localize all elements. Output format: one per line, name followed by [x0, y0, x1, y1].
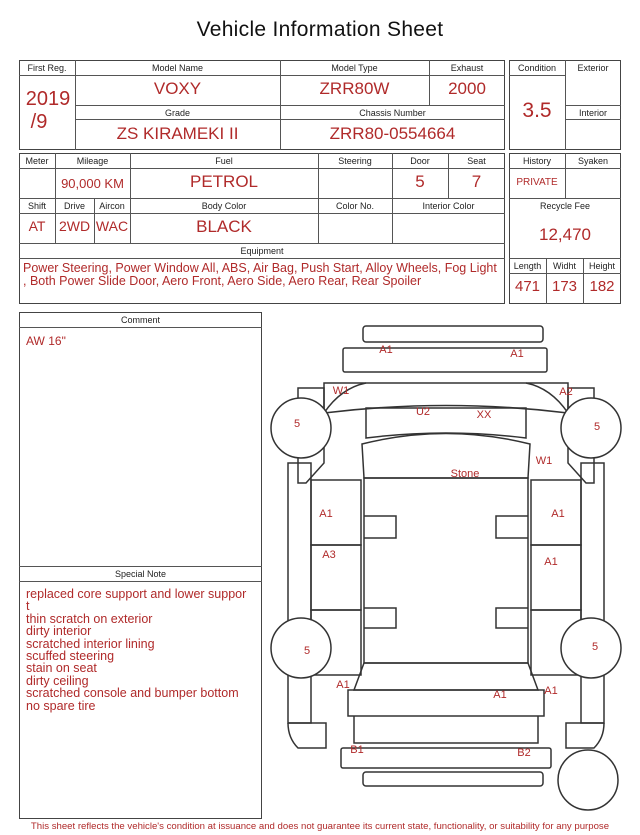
damage-mark: 5: [303, 645, 311, 657]
damage-mark: W1: [332, 385, 350, 397]
body-color-label: Body Color: [201, 201, 247, 211]
aircon-value: WAC: [95, 218, 129, 234]
model-type-label: Model Type: [331, 63, 378, 73]
seat-label: Seat: [467, 156, 486, 166]
damage-mark: A1: [336, 679, 350, 691]
damage-mark: Stone: [450, 468, 480, 480]
aircon-label: Aircon: [99, 201, 125, 211]
fuel-value: PETROL: [189, 172, 259, 191]
damage-mark: XX: [476, 409, 492, 421]
fuel-label: Fuel: [215, 156, 233, 166]
special-note-line: scratched interior lining: [26, 636, 155, 651]
drive-label: Drive: [63, 201, 85, 211]
comment-label: Comment: [120, 315, 160, 325]
damage-mark: A1: [319, 508, 333, 520]
damage-mark: A1: [544, 556, 558, 568]
model-name-label: Model Name: [151, 63, 204, 73]
damage-mark: A1: [551, 508, 565, 520]
width-label: Widht: [552, 261, 576, 271]
damage-mark: A1: [510, 348, 524, 360]
special-note-line: replaced core support and lower suppor: [26, 587, 247, 601]
damage-mark: A2: [559, 386, 573, 398]
damage-mark: B2: [517, 747, 531, 759]
history-value: PRIVATE: [516, 177, 558, 188]
special-note-line: scratched console and bumper bottom: [26, 686, 239, 701]
chassis-number: ZRR80-0554664: [329, 124, 456, 143]
damage-mark: B1: [350, 744, 364, 756]
meter-label: Meter: [25, 156, 49, 166]
grade-value: ZS KIRAMEKI II: [116, 124, 239, 143]
damage-mark: A1: [544, 685, 558, 697]
damage-mark: A1: [493, 689, 507, 701]
recycle-fee-value: 12,470: [539, 225, 591, 244]
mileage-value: 90,000 KM: [61, 176, 124, 191]
special-note-line: dirty interior: [26, 624, 92, 639]
interior-color-label: Interior Color: [422, 201, 475, 211]
model-name: VOXY: [153, 79, 202, 98]
color-no-label: Color No.: [335, 201, 374, 211]
shift-value: AT: [28, 218, 46, 234]
car-damage-diagram: [266, 318, 626, 820]
comment-text: AW 16": [26, 334, 66, 348]
special-note-list: [26, 588, 246, 712]
special-note-line: no spare tire: [26, 698, 96, 713]
page-title: Vehicle Information Sheet: [196, 18, 444, 41]
special-note-line: t: [26, 599, 30, 614]
damage-mark: 5: [593, 421, 601, 433]
special-note-line: dirty ceiling: [26, 673, 89, 688]
exhaust-value: 2000: [448, 79, 486, 98]
first-reg-month: /9: [30, 111, 48, 133]
exterior-label: Exterior: [577, 63, 609, 73]
height-value: 182: [589, 278, 615, 295]
length-label: Length: [513, 261, 542, 271]
first-reg-year: 2019: [25, 88, 71, 110]
chassis-label: Chassis Number: [359, 108, 426, 118]
exhaust-label: Exhaust: [450, 63, 484, 73]
grade-label: Grade: [164, 108, 190, 118]
body-color-value: BLACK: [196, 217, 252, 236]
first-reg-label: First Reg.: [27, 63, 67, 73]
door-value: 5: [415, 172, 425, 191]
damage-mark: A3: [322, 549, 336, 561]
syaken-label: Syaken: [577, 156, 609, 166]
door-label: Door: [410, 156, 430, 166]
special-note-label: Special Note: [114, 569, 167, 579]
special-note-line: thin scratch on exterior: [26, 611, 153, 626]
steering-label: Steering: [338, 156, 372, 166]
seat-value: 7: [471, 172, 482, 191]
width-value: 173: [551, 278, 578, 295]
condition-label: Condition: [517, 63, 557, 73]
damage-mark: 5: [591, 641, 599, 653]
damage-mark: A1: [379, 344, 393, 356]
disclaimer-footer: This sheet reflects the vehicle's condition at issuance and does not guarantee its current state, functionality, or suitability for any purpose: [30, 821, 610, 832]
history-label: History: [522, 156, 551, 166]
damage-mark: U2: [415, 406, 431, 418]
special-note-line: scuffed steering: [26, 649, 115, 664]
condition-score: 3.5: [522, 99, 552, 122]
equipment-label: Equipment: [240, 246, 284, 256]
special-note-line: stain on seat: [26, 661, 97, 676]
damage-mark: W1: [535, 455, 553, 467]
shift-label: Shift: [27, 201, 46, 211]
mileage-label: Mileage: [76, 156, 109, 166]
length-value: 471: [514, 278, 541, 295]
model-type: ZRR80W: [319, 79, 390, 98]
drive-value: 2WD: [58, 218, 91, 234]
equipment-line-2: , Both Power Slide Door, Aero Front, Aero Side, Aero Rear, Rear Spoiler: [23, 274, 422, 288]
equipment-line-1: Power Steering, Power Window All, ABS, Air Bag, Push Start, Alloy Wheels, Fog Light: [23, 261, 497, 275]
height-label: Height: [588, 261, 615, 271]
recycle-fee-label: Recycle Fee: [539, 201, 591, 211]
damage-mark: 5: [293, 418, 301, 430]
interior-label: Interior: [578, 108, 607, 118]
